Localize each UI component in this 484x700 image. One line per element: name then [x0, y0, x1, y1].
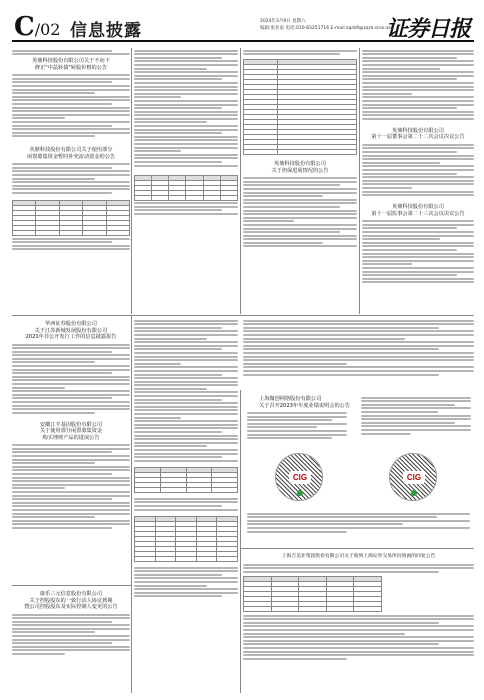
announcement-title: 英鼎科技股份有限公司 第十一届董事会第二十二次会议决议公告: [371, 127, 465, 141]
announcement-title: 上海吉美亚集团股份有限公司关于收到上海证券交易所问询函的回复公告: [281, 554, 436, 559]
masthead-meta: 2024年3月9日 星期六 编辑:张亚南 电话:010-83251716 E-mail:zqrb9@zqrb.sina.net: [260, 19, 393, 31]
announcement-block-2: [134, 48, 238, 314]
column-divider: [240, 48, 241, 314]
announcement-title: 英鼎科技股份有限公司关于使用部分 闲置募集资金暂时补充流动资金的公告: [26, 147, 116, 160]
wechat-dot-icon: [297, 490, 303, 496]
section-divider: [12, 585, 131, 586]
data-table: [12, 200, 130, 236]
section-title: 信息披露: [70, 21, 142, 41]
newspaper-logo: 证券日报: [385, 16, 470, 42]
cig-logo: CIG: [289, 471, 311, 484]
announcement-block-3: [243, 48, 357, 314]
announcement-title: 上海微创网络股份有限公司 关于召开2023年年度业绩说明会的公告: [259, 396, 351, 409]
data-table: [134, 516, 238, 562]
column-divider: [240, 390, 241, 693]
section-divider: [240, 548, 474, 549]
column-divider: [359, 48, 360, 314]
announcement-title: 安徽江丰基因股份有限公司 关于使用部分闲置募集资金 购买理财产品的进展公告: [39, 421, 103, 441]
data-table: [243, 59, 357, 155]
data-table: [243, 576, 382, 612]
data-table: [134, 467, 238, 493]
cig-logo: CIG: [403, 471, 425, 484]
announcement-title: 康乐三元信息股份有限公司 关于控股股东的一致行动人协议到期 暨公司控股股东及实际控制人变更的公告: [24, 591, 118, 610]
announcement-block-middle: [134, 318, 238, 693]
announcement-block-right-upper: [243, 318, 474, 388]
data-table: [134, 175, 238, 201]
section-code: C/02: [14, 12, 61, 42]
announcement-block-10: [12, 588, 130, 693]
column-divider: [131, 315, 132, 693]
qr-code: [275, 453, 323, 501]
announcement-title: 英鼎科技股份有限公司 关于担保进展情况的公告: [271, 161, 329, 174]
section-divider: [12, 315, 474, 316]
announcement-block-1: [12, 48, 130, 314]
announcement-block-6: [12, 318, 130, 583]
announcement-block-8: [243, 393, 474, 546]
announcement-title: 英鼎科技股份有限公司 第十一届监事会第二十三次会议决议公告: [371, 204, 465, 217]
column-divider: [131, 48, 132, 314]
announcement-title: 华西证券股份有限公司 关于江苏新城发展股份有限公司 2021年非公开发行工作的信息披露报告: [25, 321, 117, 340]
announcement-title: 英鼎科技股份有限公司关于不向下 修正"中晶转债"转股价格的公告: [32, 58, 110, 71]
wechat-dot-icon: [411, 490, 417, 496]
announcement-block-9: [243, 551, 474, 693]
qr-code: [389, 453, 437, 501]
page-header: [12, 12, 474, 42]
announcement-block-4: [362, 48, 474, 314]
